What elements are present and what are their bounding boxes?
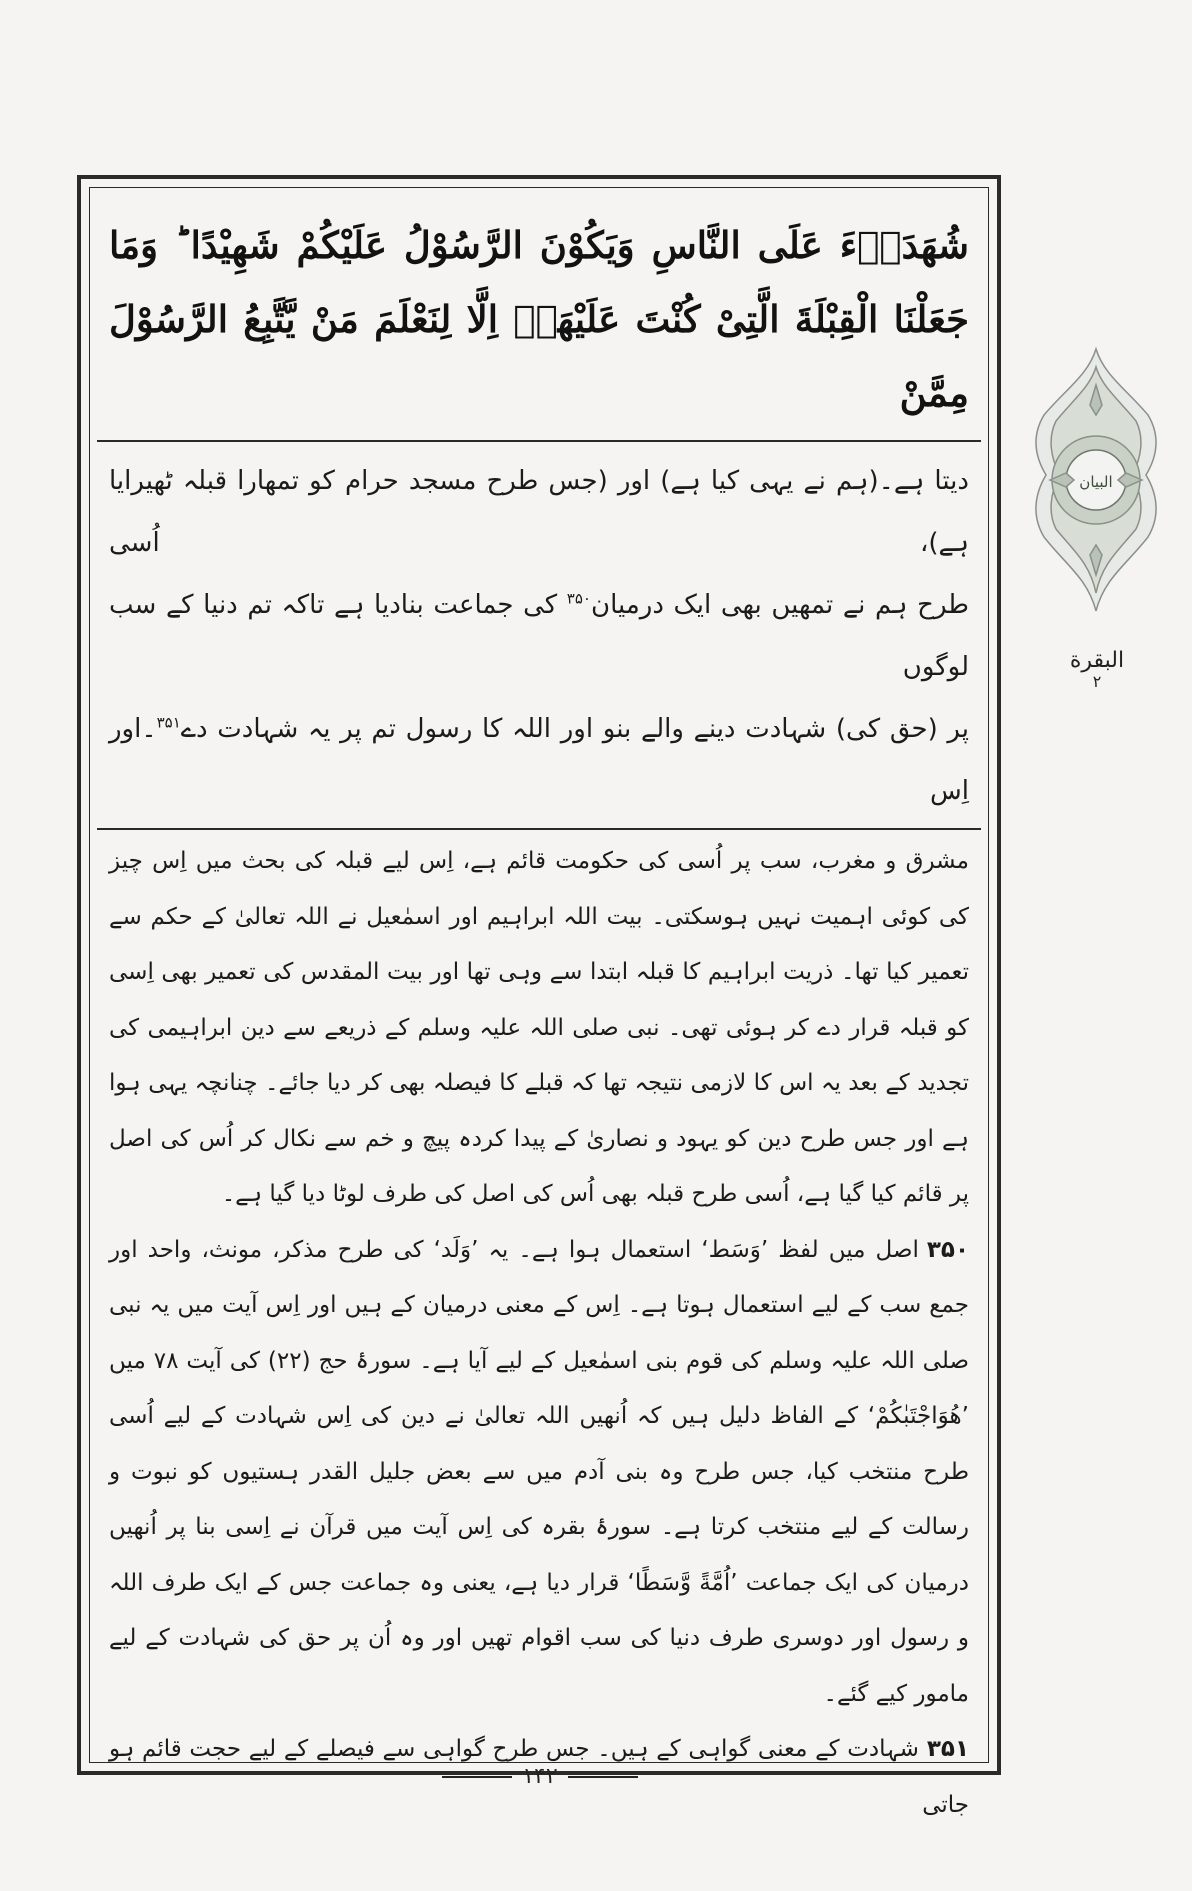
translation-line-3: پر (حق کی) شہادت دینے والے بنو اور اللہ کا رسول تم پر یہ شہادت دے$^{۳۵۱}$۔اور اِس (109, 713, 969, 806)
page-number-dash (442, 1776, 512, 1778)
commentary-paragraph: مشرق و مغرب، سب پر اُسی کی حکومت قائم ہے، اِس لیے قبلہ کی بحث میں اِس چیز کی کوئی اہمیت نہیں ہوسکتی۔ بیت اللہ ابراہیم اور اسمٰعیل نے اللہ تعالیٰ کے حکم سے تعمیر کیا تھا۔ ذریت ابراہیم کا قبلہ ابتدا سے وہی تھا اور بیت المقدس کی تعمیر بھی اِسی کو قبلہ قرار دے کر ہوئی تھی۔ نبی صلی اللہ علیہ وسلم کے ذریعے سے دین ابراہیمی کی تجدید کے بعد یہ اس کا لازمی نتیجہ تھا کہ قبلے کا فیصلہ بھی کر دیا جائے۔ چنانچہ یہی ہوا ہے اور جس طرح دین کو یہود و نصاریٰ کے پیدا کردہ پیچ و خم سے نکال کر اُس کی اصل پر قائم کیا گیا ہے، اُسی طرح قبلہ بھی اُس کی اصل کی طرف لوٹا دیا گیا ہے۔ (109, 848, 969, 1207)
ornament-title: البیان (1079, 473, 1113, 491)
surah-number: ۲ (1092, 672, 1102, 691)
urdu-translation (103, 442, 975, 828)
surah-name: البقرة (1069, 648, 1125, 673)
footnote-ref-351: ۳۵۱ (156, 713, 181, 732)
page-content (103, 200, 975, 1833)
page-number (380, 1762, 700, 1792)
footnote-number: ۳۵۰ (926, 1236, 969, 1263)
translation-line-2: طرح ہم نے تمھیں بھی ایک درمیان$^{۳۵۰}$ کی جماعت بنادیا ہے تاکہ تم دنیا کے سب لوگوں (109, 589, 969, 682)
footnote-number: ۳۵۱ (926, 1736, 969, 1762)
surah-label (1052, 648, 1142, 690)
page-number-dash (568, 1776, 638, 1778)
footnote-351: ۳۵۱شہادت کے معنی گواہی کے ہیں۔ جس طرح گواہی سے فیصلے کے لیے حجت قائم ہو جاتی (109, 1736, 969, 1818)
verse-line-1: شُهَدَاۤءَ عَلَى النَّاسِ وَيَكُوْنَ الرَّسُوْلُ عَلَيْكُمْ شَهِيْدًا ؕ وَمَا (109, 223, 969, 267)
page-number-text: ۱۴۲ (522, 1764, 558, 1789)
footnote-350: ۳۵۰اصل میں لفظ ’وَسَط‘ استعمال ہوا ہے۔ یہ ’وَلَد‘ کی طرح مذکر، مونث، واحد اور جمع سب کے لیے استعمال ہوتا ہے۔ اِس کے معنی درمیان کے ہیں اور اِس آیت میں یہ نبی صلی اللہ علیہ وسلم کی قوم بنی اسمٰعیل کے لیے آیا ہے۔ سورۂ حج (۲۲) کی آیت ۷۸ میں ’ھُوَاجْتَبٰکُمْ‘ کے الفاظ دلیل ہیں کہ اُنھیں اللہ تعالیٰ نے دین کی اِس شہادت کے لیے اُسی طرح منتخب کیا، جس طرح وہ بنی آدم میں سے بعض جلیل القدر ہستیوں کو نبوت و رسالت کے لیے منتخب کرتا ہے۔ سورۂ بقرہ کی اِس آیت میں قرآن نے اِسی بنا پر اُنھیں درمیان کی ایک جماعت ’اُمَّةً وَّسَطًا‘ قرار دیا ہے، یعنی وہ جماعت جس کے ایک طرف اللہ و رسول اور دوسری طرف دنیا کی سب اقوام تھیں اور وہ اُن پر حق کی شہادت کے لیے مامور کیے گئے۔ (109, 1236, 969, 1707)
verse-line-2: جَعَلْنَا الْقِبْلَةَ الَّتِىْ كُنْتَ عَلَيْهَاۤ اِلَّا لِنَعْلَمَ مَنْ يَّتَّبِعُ الرَّسُوْلَ مِمَّنْ (109, 297, 969, 415)
quran-verse (103, 200, 975, 440)
translation-line-1: دیتا ہے۔(ہم نے یہی کیا ہے) اور (جس طرح مسجد حرام کو تمھارا قبلہ ٹھیرایا ہے)، اُسی (109, 466, 969, 558)
footnote-ref-350: ۳۵۰ (566, 589, 591, 608)
commentary (103, 830, 975, 1833)
ornament-medallion (1030, 345, 1162, 615)
